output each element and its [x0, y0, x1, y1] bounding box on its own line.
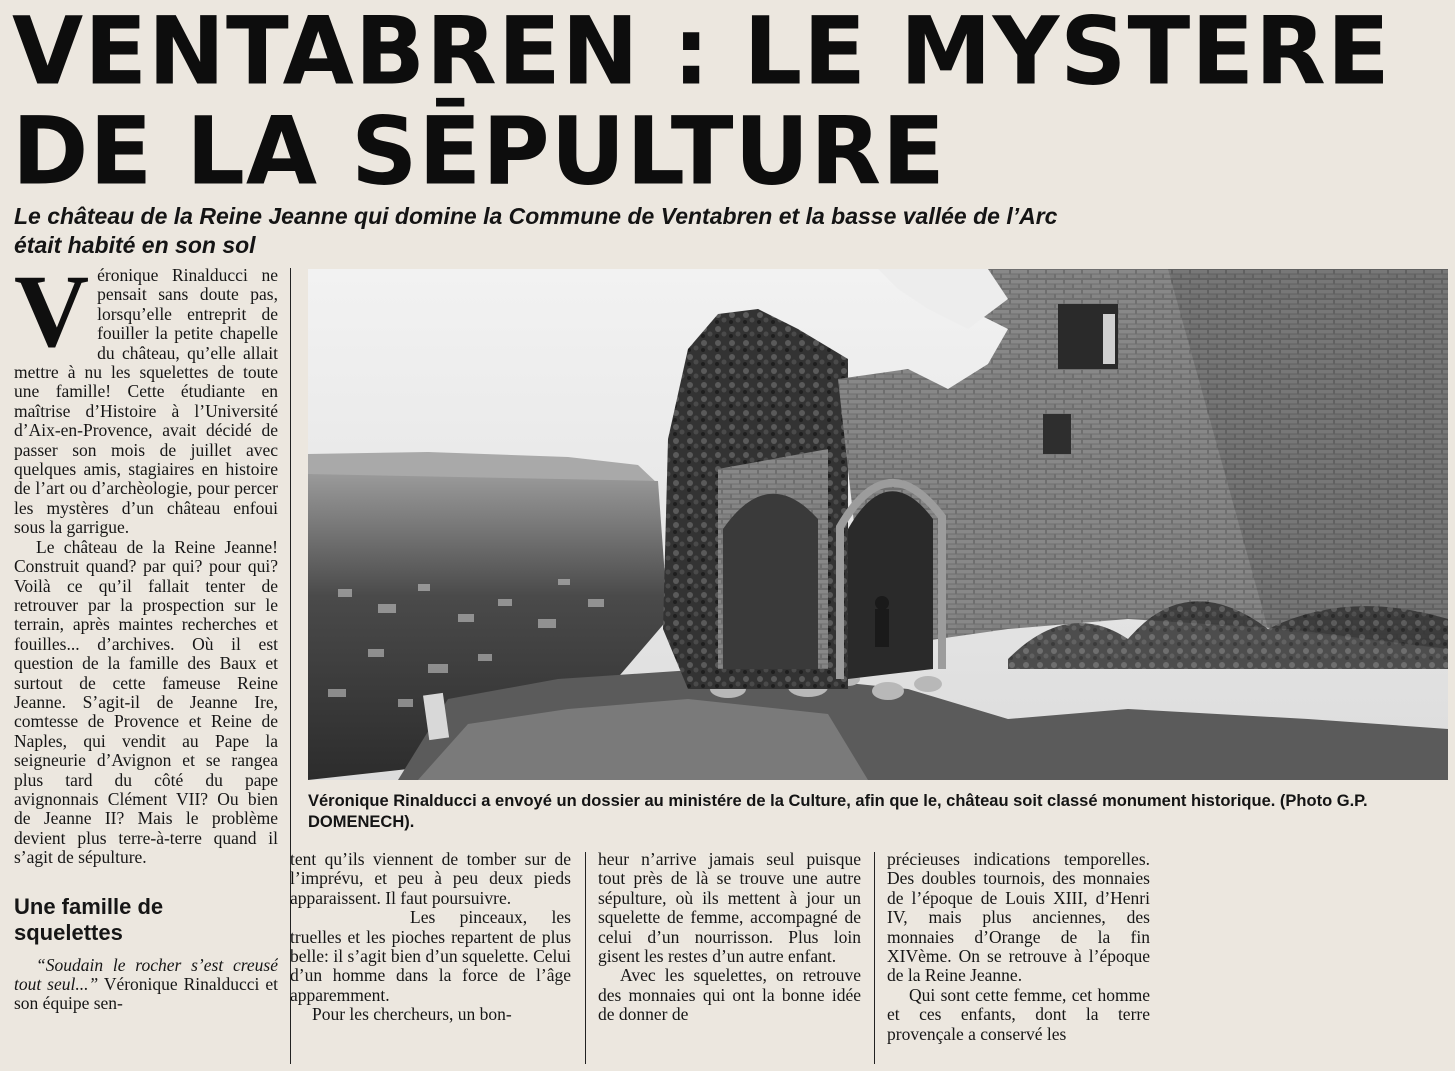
- column-4-paragraph-1: précieuses indications temporelles. Des doubles tournois, des monnaies de l’époque de Louis XIII, d’Henri IV, mais plus anciennes, des monnaies d’Orange de la fin XIVème. On se retrouve à l’époque de la Reine Jeanne.: [887, 849, 1150, 986]
- column-1-paragraph-2: Le château de la Reine Jeanne! Construit quand? par qui? pour qui? Voilà ce qu’il fallait tenter de retrouver par la prospection sur le terrain, après maintes recherches et fouilles... d’archives. Où il est question de la famille des Baux et surtout de cette fameuse Reine Jeanne. S’agit-il de Jeanne Ire, comtesse de Provence et Reine de Naples, qui vendit au Pape la seigneurie d’Avignon et se rangea plus tard du côté du pape avignonnais Clément VII? Ou bien de Jeanne II? Mais le problème devient plus terre-à-terre quand il s’agit de sépulture.: [14, 536, 278, 868]
- photo-caption: Véronique Rinalducci a envoyé un dossier au ministére de la Culture, afin que le, château soit classé monument historique. (Photo G.P. DOMENECH).: [308, 792, 1368, 831]
- column-2-paragraph-2: Les pinceaux, les truelles et les pioches repartent de plus belle: il s’agit bien d’un squelette. Celui d’un homme dans la force de l’âge apparemment.: [290, 907, 571, 1005]
- column-1-paragraph-3: Véronique Rinalducci et son équipe sen-: [14, 974, 278, 1014]
- column-3-paragraph-1: heur n’arrive jamais seul puisque tout près de là se trouve une autre sépulture, où ils mettent à jour un squelette de femme, accompagné de celui d’un nourrisson. Plus loin gisent les restes d’un autre enfant.: [598, 849, 861, 967]
- article-column-1: [14, 266, 278, 1066]
- column-2-paragraph-1: tent qu’ils viennent de tomber sur de l’imprévu, et peu à peu deux pieds apparaissent. Il faut poursuivre.: [290, 849, 571, 908]
- column-2-paragraph-3: Pour les chercheurs, un bon-: [312, 1004, 512, 1025]
- column-4-paragraph-2: Qui sont cette femme, cet homme et ces enfants, dont la terre provençale a conservé les: [887, 984, 1150, 1044]
- article-column-3: [598, 850, 861, 1025]
- castle-ruins-photo: [308, 269, 1448, 780]
- headline-line-2: DE LA SĒPULTURE: [12, 96, 946, 206]
- subheadline: Le château de la Reine Jeanne qui domine la Commune de Ventabren et la basse vallée de l’Arc était habité en son sol: [14, 203, 1058, 258]
- headline-line-1: VENTABREN : LE MYSTERE: [12, 0, 1391, 107]
- quote-text: “Soudain le rocher s’est creusé tout seul...”: [14, 954, 278, 994]
- article-column-2: [290, 850, 571, 1025]
- column-divider-2: [585, 852, 586, 1064]
- section-heading: Une famille de squelettes: [14, 893, 164, 945]
- headline: [12, 0, 1452, 206]
- drop-cap: V: [14, 266, 90, 369]
- castle-ruins-illustration: [308, 269, 1448, 780]
- column-3-paragraph-2: Avec les squelettes, on retrouve des monnaies qui ont la bonne idée de donner de: [598, 965, 861, 1025]
- column-1-paragraph-1: éronique Rinalducci ne pensait sans doute pas, lorsqu’elle entreprit de fouiller la petite chapelle du château, qu’elle allait mettre à nu les squelettes de toute une famille! Cette étudiante en maîtrise d’Histoire à l’Université d’Aix-en-Provence, avait décidé de passer son mois de juillet avec quelques amis, stagiaires en histoire de l’art ou d’archèologie, pour percer les mystères d’un château enfoui sous la garrigue.: [14, 266, 278, 538]
- column-divider-3: [874, 852, 875, 1064]
- article-column-4: [887, 850, 1150, 1044]
